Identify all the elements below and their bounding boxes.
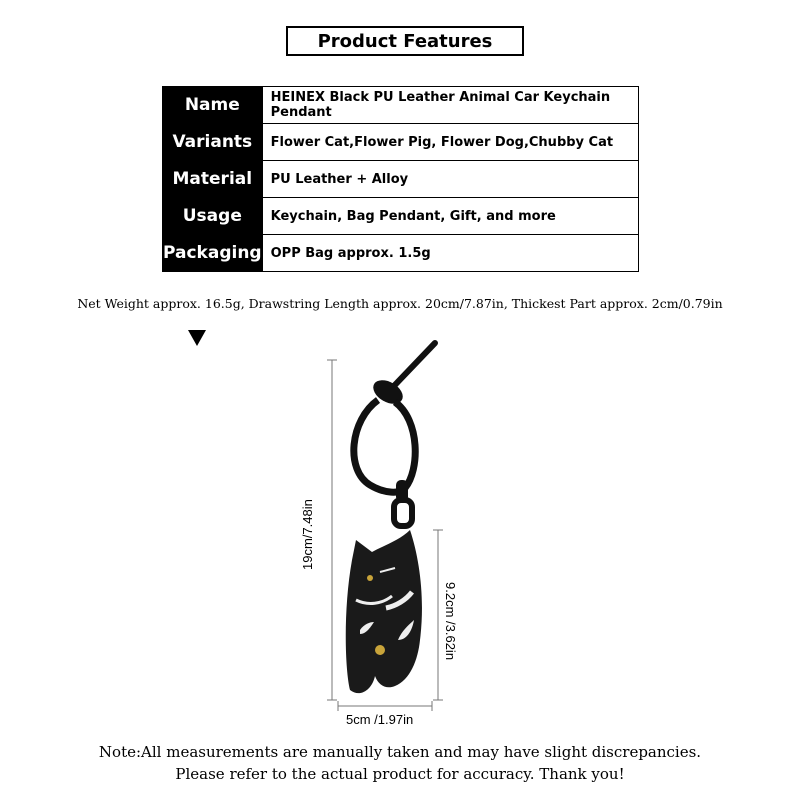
spec-value: Keychain, Bag Pendant, Gift, and more [262, 198, 638, 235]
flower-icon [375, 645, 385, 655]
title-box: Product Features [286, 26, 524, 56]
spec-value: Flower Cat,Flower Pig, Flower Dog,Chubby Cat [262, 124, 638, 161]
note-line-2: Please refer to the actual product for accuracy. Thank you! [175, 765, 625, 783]
width-label: 5cm /1.97in [346, 712, 414, 727]
spec-key: Usage [163, 198, 263, 235]
spec-key: Packaging [163, 235, 263, 272]
total-length-label: 19cm/7.48in [300, 499, 315, 570]
spec-key: Material [163, 161, 263, 198]
ring [394, 500, 412, 526]
spec-value: HEINEX Black PU Leather Animal Car Keychain Pendant [262, 87, 638, 124]
spec-value: PU Leather + Alloy [262, 161, 638, 198]
cord-tail [392, 343, 435, 388]
cord-loop [354, 400, 415, 492]
body-length-label: 9.2cm /3.62in [443, 582, 458, 661]
spec-key: Variants [163, 124, 263, 161]
spec-key: Name [163, 87, 263, 124]
spec-value: OPP Bag approx. 1.5g [262, 235, 638, 272]
cat-body [346, 530, 422, 693]
net-weight-text: Net Weight approx. 16.5g, Drawstring Length approx. 20cm/7.87in, Thickest Part approx. 2cm/0.79in [77, 296, 723, 311]
cat-eye [367, 575, 373, 581]
note-line-1: Note:All measurements are manually taken and may have slight discrepancies. [98, 743, 702, 761]
